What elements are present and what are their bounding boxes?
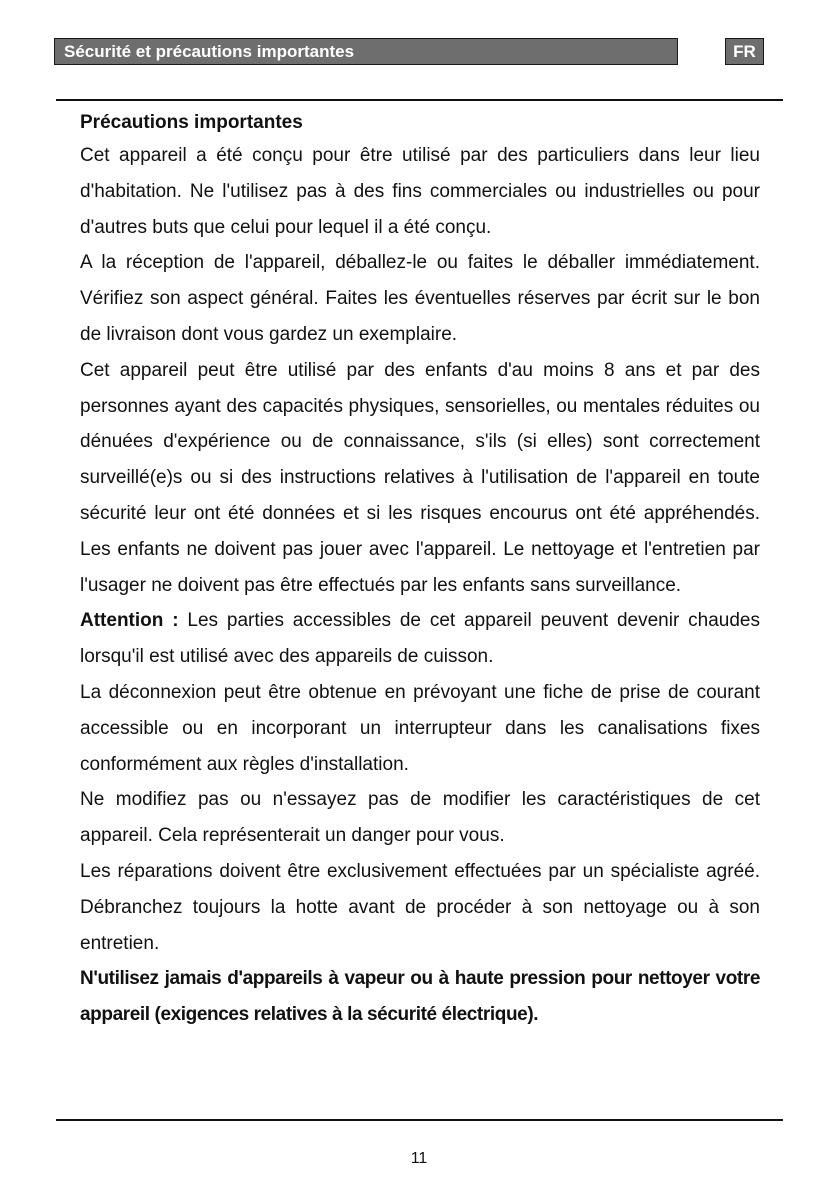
- top-divider: [56, 99, 783, 101]
- attention-label: Attention :: [80, 610, 179, 632]
- section-title: Précautions importantes: [80, 112, 303, 133]
- paragraph-modification: Ne modifiez pas ou n'essayez pas de modifier les caractéristiques de cet appareil. Cela représenterait un danger pour vous.: [80, 789, 760, 847]
- paragraph-steam-warning: N'utilisez jamais d'appareils à vapeur ou à haute pression pour nettoyer votre appareil (exigences relatives à la sécurité électrique).: [80, 968, 760, 1026]
- bottom-divider: [56, 1119, 783, 1121]
- paragraph-disconnection: La déconnexion peut être obtenue en prévoyant une fiche de prise de courant accessible ou en incorporant un interrupteur dans les canalisations fixes conformément aux règles d'installation.: [80, 681, 760, 775]
- page-number: 11: [410, 1150, 428, 1167]
- language-badge: [725, 38, 764, 65]
- paragraph-repairs: Les réparations doivent être exclusivement effectuées par un spécialiste agréé. Débranchez toujours la hotte avant de procéder à son nettoyage ou à son entretien.: [80, 860, 760, 954]
- paragraph-reception: A la réception de l'appareil, déballez-le ou faites le déballer immédiatement. Vérifiez son aspect général. Faites les éventuelles réserves par écrit sur le bon de livraison dont vous gardez un exemplaire.: [80, 252, 760, 345]
- paragraph-attention: [80, 603, 760, 675]
- page-content: [80, 108, 760, 1033]
- language-code: FR: [733, 42, 756, 61]
- paragraph-intended-use: Cet appareil a été conçu pour être utilisé par des particuliers dans leur lieu d'habitation. Ne l'utilisez pas à des fins commerciales ou industrielles ou pour d'autres buts que celui pour lequel il a été conçu.: [80, 145, 760, 238]
- section-header-title: Sécurité et précautions importantes: [64, 42, 355, 61]
- section-header-bar: [54, 38, 678, 65]
- attention-text: Les parties accessibles de cet appareil peuvent devenir chaudes lorsqu'il est utilisé avec des appareils de cuisson.: [80, 610, 760, 668]
- paragraph-children-usage: Cet appareil peut être utilisé par des enfants d'au moins 8 ans et par des personnes ayant des capacités physiques, sensorielles, ou mentales réduites ou dénuées d'expérience ou de connaissance, s'ils (si elles) sont correctement surveillé(e)s ou si des instructions relatives à l'utilisation de l'appareil en toute sécurité leur ont été données et si les risques encourus ont été appréhendés. Les enfants ne doivent pas jouer avec l'appareil. Le nettoyage et l'entretien par l'usager ne doivent pas être effectués par les enfants sans surveillance.: [80, 359, 760, 596]
